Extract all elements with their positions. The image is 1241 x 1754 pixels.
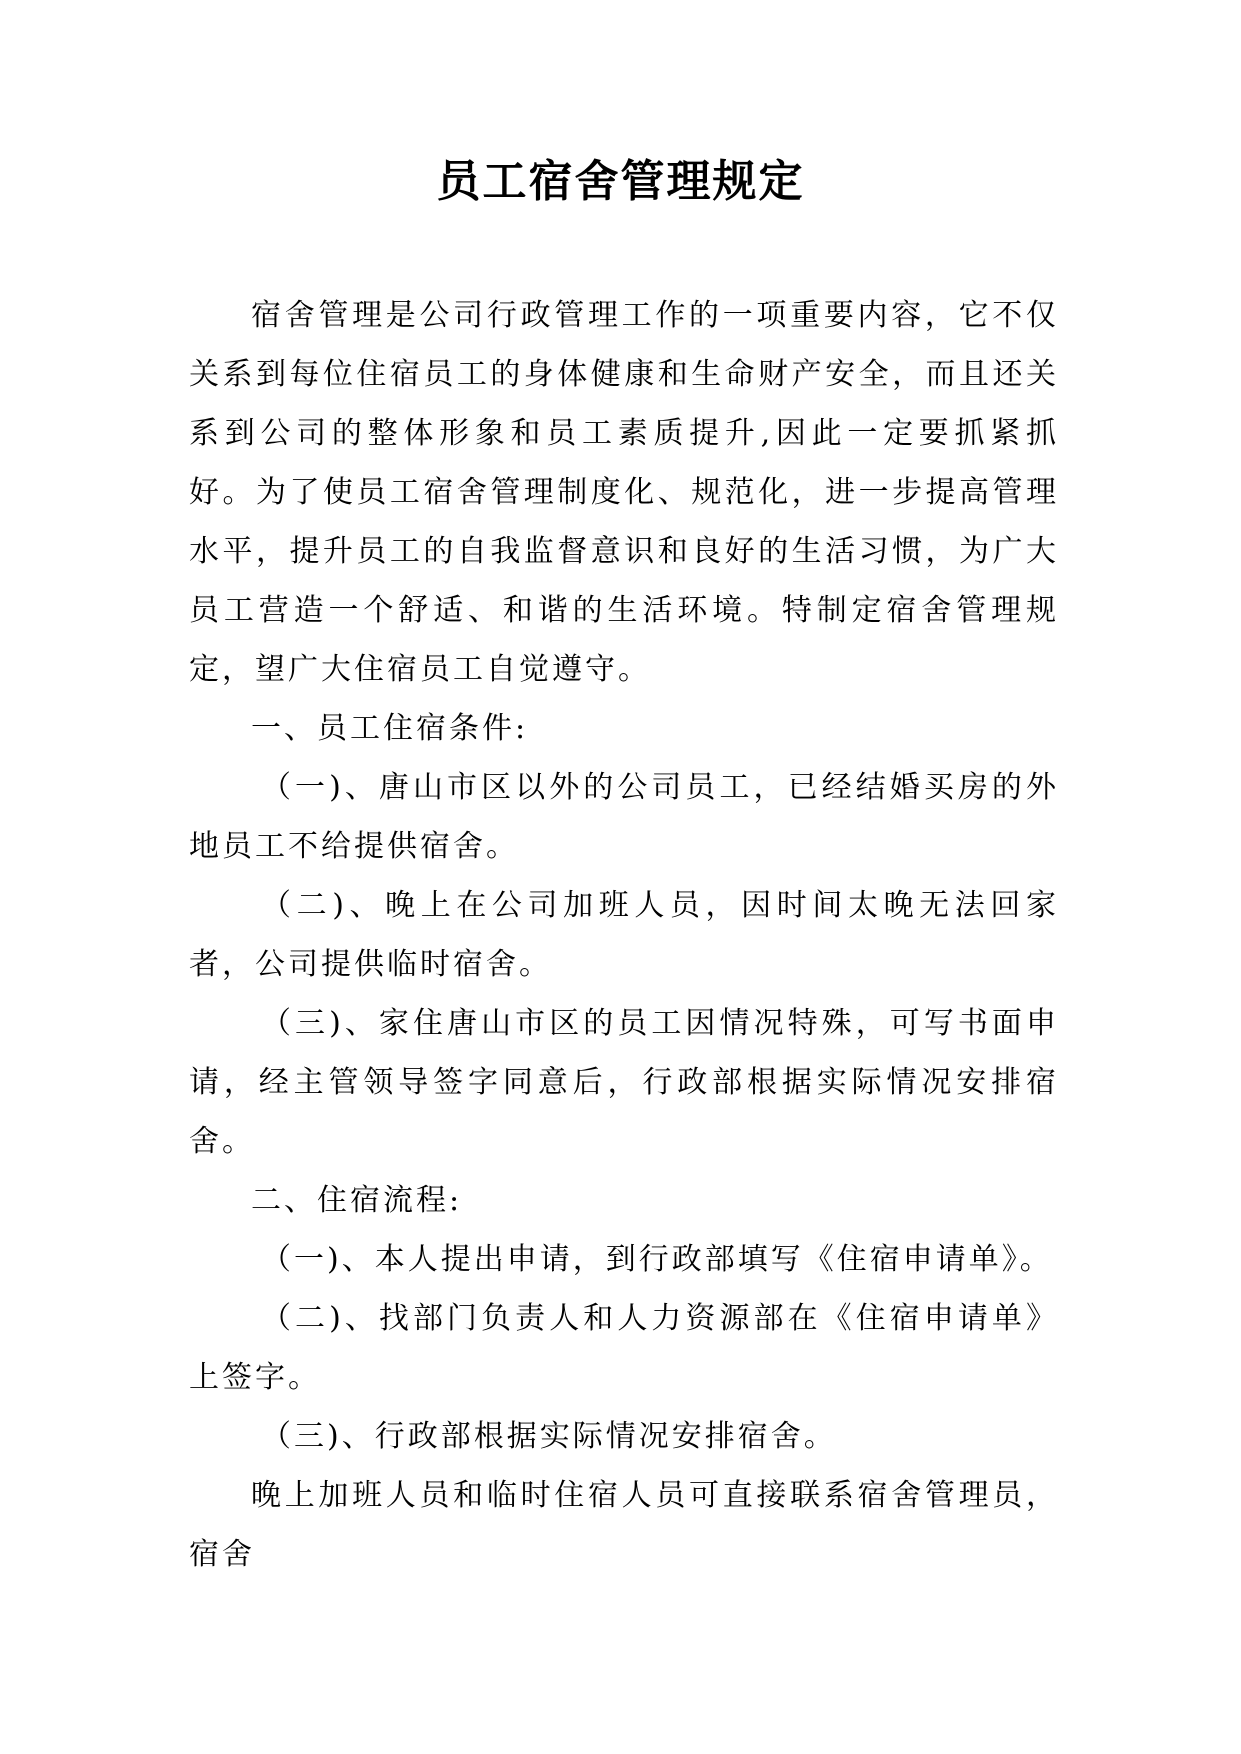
process-item-1: （一)、本人提出申请，到行政部填写《住宿申请单》。 [261, 1242, 1053, 1277]
process-item-3: （三)、行政部根据实际情况安排宿舍。 [261, 1419, 837, 1454]
document-title: 员工宿舍管理规定 [436, 156, 805, 207]
process-item-2: （二)、找部门负责人和人力资源部在《住宿申请单》上签字。 [189, 1301, 1059, 1395]
condition-item-2: （二)、晚上在公司加班人员，因时间太晚无法回家者，公司提供临时宿舍。 [189, 888, 1059, 982]
overtime-note-paragraph: 晚上加班人员和临时住宿人员可直接联系宿舍管理员，宿舍 [189, 1478, 1059, 1572]
document-body [189, 286, 1059, 1584]
section-heading-housing-conditions: 一、员工住宿条件: [251, 711, 529, 746]
section-heading-housing-process: 二、住宿流程: [251, 1183, 463, 1218]
condition-item-1: （一)、唐山市区以外的公司员工，已经结婚买房的外地员工不给提供宿舍。 [189, 770, 1059, 864]
condition-item-3: （三)、家住唐山市区的员工因情况特殊，可写书面申请，经主管领导签字同意后，行政部根据实际情况安排宿舍。 [189, 1006, 1059, 1159]
intro-paragraph: 宿舍管理是公司行政管理工作的一项重要内容，它不仅关系到每位住宿员工的身体健康和生命财产安全，而且还关系到公司的整体形象和员工素质提升,因此一定要抓紧抓好。为了使员工宿舍管理制度化、规范化，进一步提高管理水平，提升员工的自我监督意识和良好的生活习惯，为广大员工营造一个舒适、和谐的生活环境。特制定宿舍管理规定，望广大住宿员工自觉遵守。 [189, 298, 1059, 687]
